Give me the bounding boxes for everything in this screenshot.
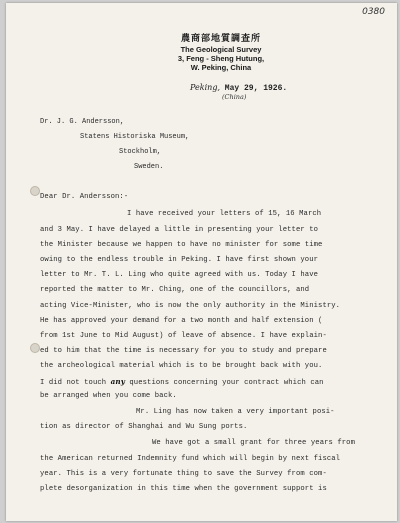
body-line: reported the matter to Mr. Ching, one of the councillors, and [40,286,310,294]
letter-page [6,3,397,521]
body-line: letter to Mr. T. L. Ling who quite agreed with us. Today I have [40,271,319,279]
letterhead-city: W. Peking, China [190,63,252,72]
body-line: be arranged when you come back. [40,392,177,400]
body-line: He has approved your demand for a two month and half extension ( [40,317,323,325]
body-line [40,377,324,387]
address-line: Stockholm, [119,148,162,156]
body-line: acting Vice-Minister, who is now the only authority in the Ministry. [40,302,341,310]
body-line: the archeological material which is to be brought back with you. [40,362,323,370]
body-line: We have got a small grant for three years from [152,439,356,447]
letterhead-name: The Geological Survey [180,45,262,54]
handwritten-insertion: any [110,377,125,386]
body-line: and 3 May. I have delayed a little in presenting your letter to [40,226,319,234]
address-line: Statens Historiska Museum, [80,133,190,141]
letterhead [156,34,286,72]
dateline [190,83,287,93]
body-line: ed to him that the time is necessary for you to study and prepare [40,347,327,355]
dateline-country: (China) [222,93,247,101]
body-line: from 1st June to Mid August) of leave of absence. I have explain- [40,332,327,340]
body-line: tion as director of Shanghai and Wu Sung ports. [40,423,248,431]
letterhead-chinese-name: 農商部地質調查所 [180,34,261,44]
dateline-place: Peking, [190,83,220,92]
letterhead-street: 3, Feng - Sheng Hutung, [177,54,265,63]
address-line: Dr. J. G. Andersson, [40,118,125,126]
punch-hole [30,186,40,196]
body-line: plete desorganization in this time when the government support is [40,485,327,493]
dateline-date: May 29, 1926. [224,84,288,93]
punch-hole [30,343,40,353]
body-line: owing to the endless trouble in Peking. I have first shown your [40,256,319,264]
body-text: I did not touch [40,379,111,387]
body-text: questions concerning your contract which can [124,379,324,387]
body-line: I have received your letters of 15, 16 March [127,210,322,218]
archive-number: 0380 [362,7,385,17]
body-line: the American returned Indemnity fund which will begin by next fiscal [40,455,341,463]
salutation: Dear Dr. Andersson:- [40,193,129,201]
body-line: Mr. Ling has now taken a very important posi- [136,408,335,416]
body-line: the Minister because we happen to have no minister for some time [40,241,323,249]
address-line: Sweden. [134,163,164,171]
body-line: year. This is a very fortunate thing to save the Survey from com- [40,470,327,478]
